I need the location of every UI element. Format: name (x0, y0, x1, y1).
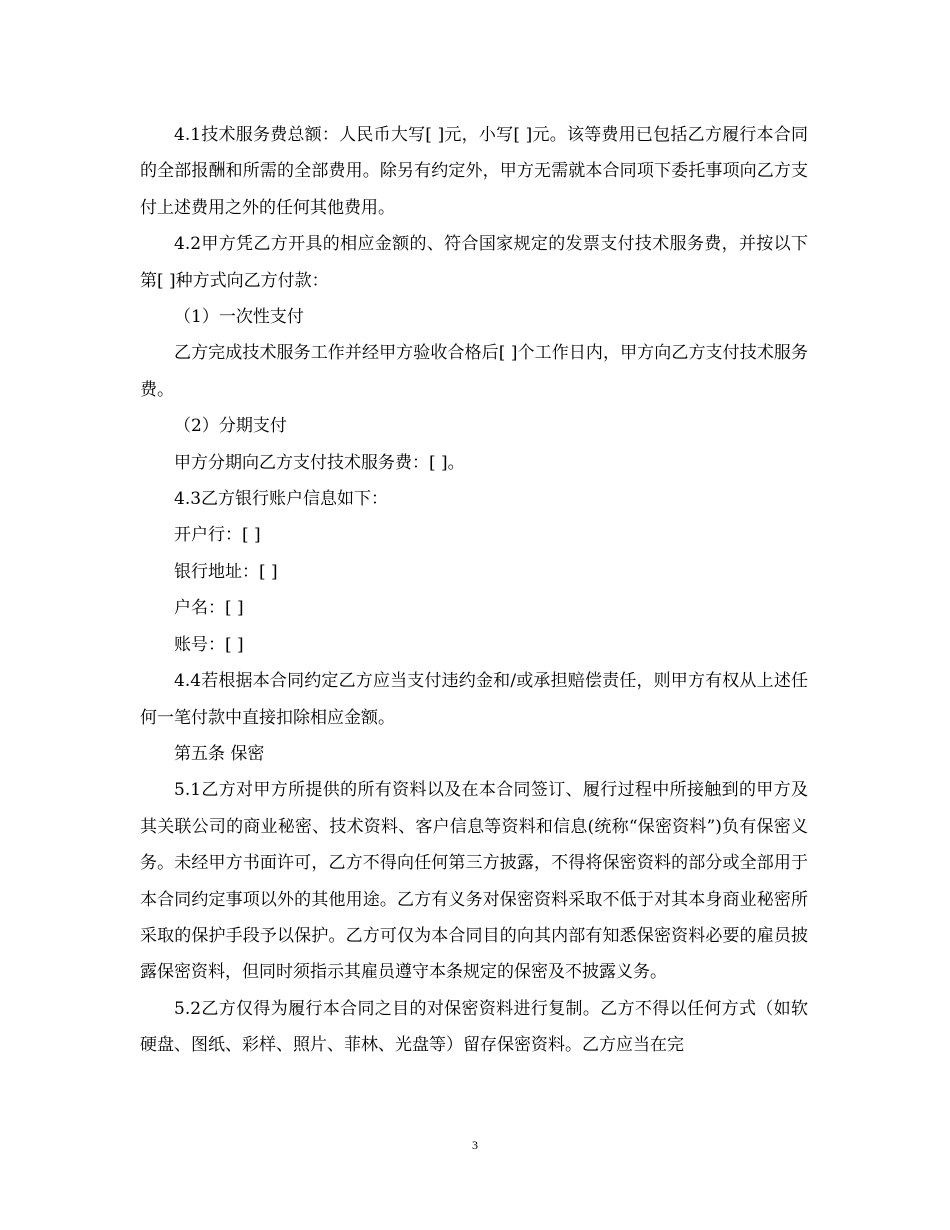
paragraph-option-1-detail: 乙方完成技术服务工作并经甲方验收合格后[ ]个工作日内，甲方向乙方支付技术服务费。 (140, 343, 808, 400)
page-number: 3 (472, 1138, 478, 1152)
paragraph-5-1: 5.1乙方对甲方所提供的所有资料以及在本合同签订、履行过程中所接触到的甲方及其关联公司的商业秘密、技术资料、客户信息等资料和信息(统称“保密资料”)负有保密义务。未经甲方书面许可，乙方不得向任何第三方披露，不得将保密资料的部分或全部用于本合同约定事项以外的其他用途。乙方有义务对保密资料采取不低于对其本身商业秘密所采取的保护手段予以保护。乙方可仅为本合同目的向其内部有知悉保密资料必要的雇员披露保密资料，但同时须指示其雇员遵守本条规定的保密及不披露义务。 (140, 780, 808, 983)
paragraph-4-3: 4.3乙方银行账户信息如下： (174, 489, 389, 510)
paragraph-option-2: （2）分期支付 (174, 416, 287, 437)
document-body (140, 117, 808, 1064)
paragraph-4-4: 4.4若根据本合同约定乙方应当支付违约金和/或承担赔偿责任，则甲方有权从上述任何一笔付款中直接扣除相应金额。 (140, 671, 808, 728)
section-heading-confidentiality: 第五条 保密 (174, 743, 265, 764)
paragraph-4-2: 4.2甲方凭乙方开具的相应金额的、符合国家规定的发票支付技术服务费，并按以下第[ ]种方式向乙方付款： (140, 234, 808, 291)
paragraph-4-1: 4.1技术服务费总额：人民币大写[ ]元，小写[ ]元。该等费用已包括乙方履行本合同的全部报酬和所需的全部费用。除另有约定外，甲方无需就本合同项下委托事项向乙方支付上述费用之外的任何其他费用。 (140, 125, 808, 218)
paragraph-5-2: 5.2乙方仅得为履行本合同之目的对保密资料进行复制。乙方不得以任何方式（如软硬盘、图纸、彩样、照片、菲林、光盘等）留存保密资料。乙方应当在完 (140, 998, 808, 1056)
paragraph-account-name: 户名：[ ] (174, 598, 244, 619)
paragraph-bank-name: 开户行：[ ] (174, 525, 261, 546)
paragraph-bank-address: 银行地址：[ ] (174, 561, 278, 582)
paragraph-option-2-detail: 甲方分期向乙方支付技术服务费：[ ]。 (174, 452, 465, 473)
paragraph-option-1: （1）一次性支付 (174, 307, 304, 328)
paragraph-account-number: 账号：[ ] (174, 634, 244, 655)
